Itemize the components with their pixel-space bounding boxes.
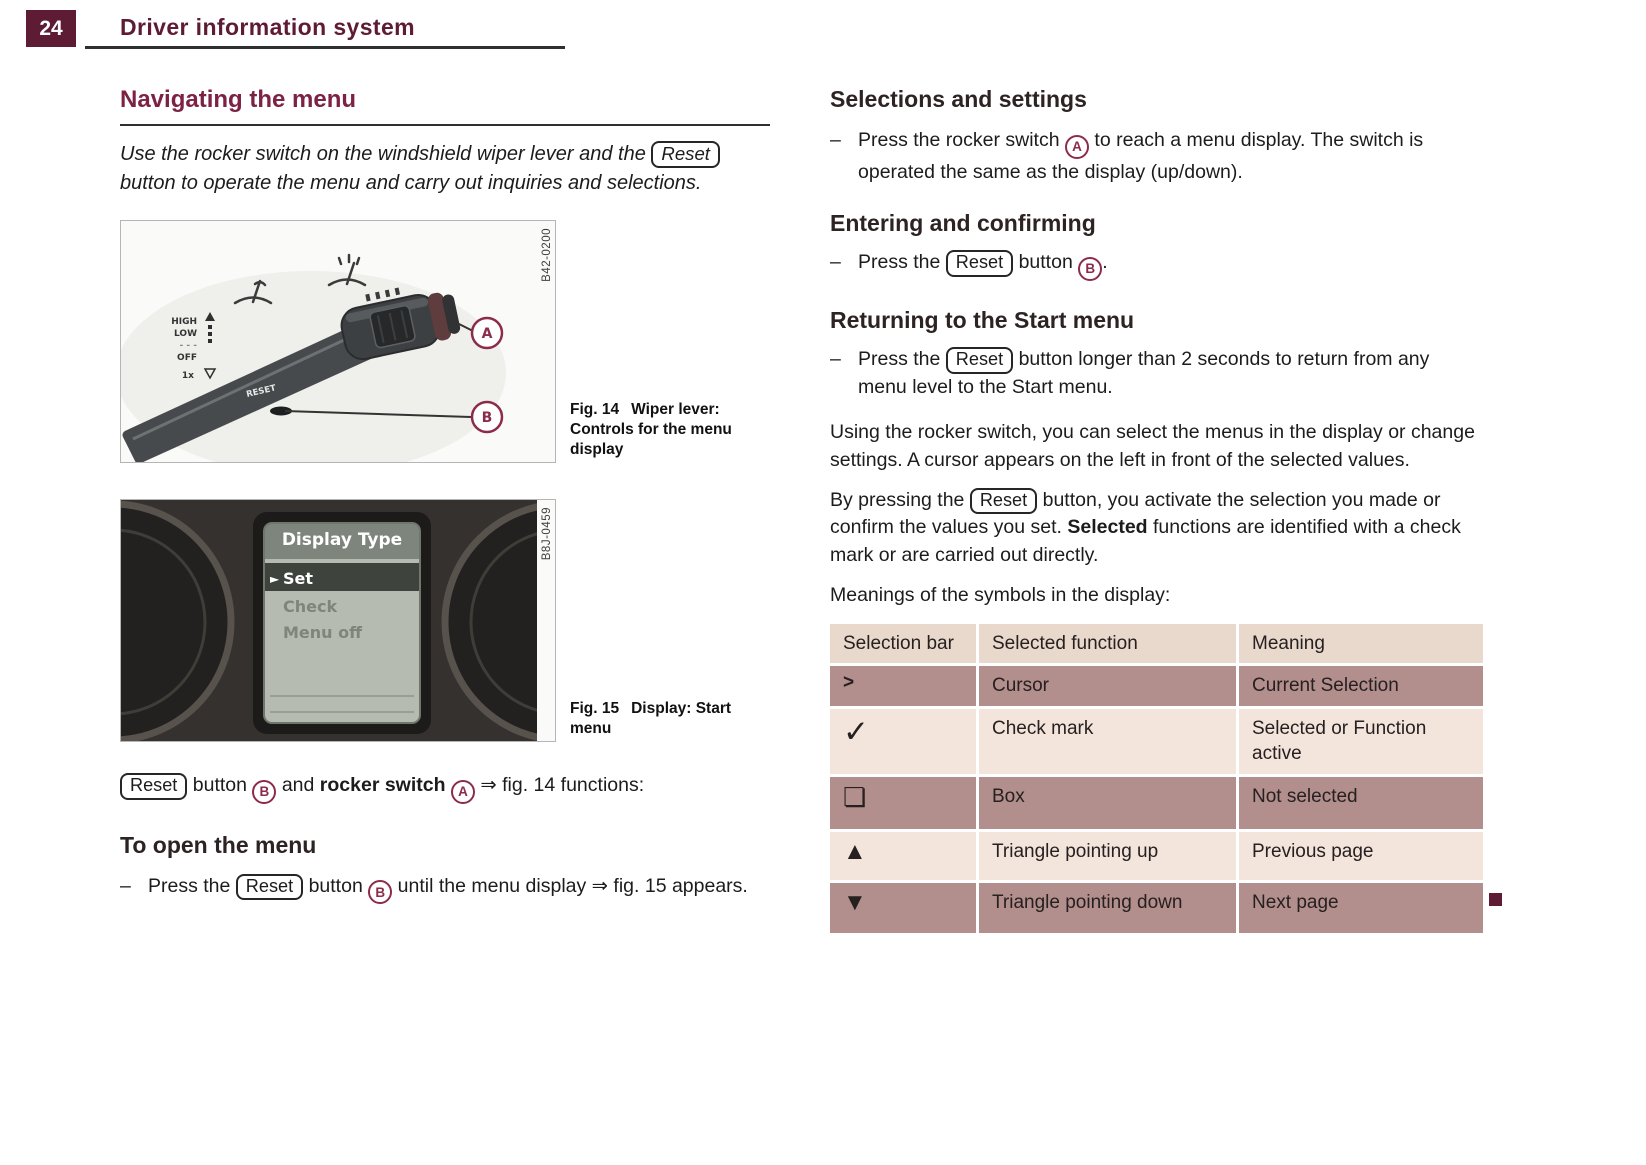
table-header-selected-function: Selected function [979, 624, 1236, 664]
table-cell: Current Selection [1239, 666, 1483, 706]
chapter-title-rule [85, 46, 565, 49]
figure-15-row [120, 499, 770, 742]
bullet-segment: Press the [858, 251, 946, 274]
chapter-title: Driver information system [120, 14, 416, 40]
bullet-segment: button longer than 2 seconds to return from any menu level to the Start menu. [858, 347, 1430, 398]
figure-14-caption [570, 400, 770, 463]
bullet-segment: until the menu display ⇒ fig. 15 appears. [392, 874, 748, 897]
bullet-text [858, 127, 1483, 186]
bullet-segment: Press the rocker switch [858, 129, 1065, 151]
table-cell: Selected or Function active [1239, 709, 1483, 774]
bullet-dash: – [830, 347, 841, 370]
display-title: Display Type [281, 530, 403, 550]
bullet-segment: Press the [148, 874, 236, 897]
figure-14-label: Fig. 14 [570, 400, 620, 418]
figure-15-caption-text: Display: Start menu [570, 699, 732, 737]
open-menu-bullet [120, 873, 770, 905]
reset-button-glyph: Reset [236, 874, 303, 901]
table-cell: Box [979, 777, 1236, 829]
table-cell: Next page [1239, 883, 1483, 933]
box-symbol: ❏ [830, 777, 976, 829]
reset-label-on-lever: RESET [245, 383, 277, 400]
selected-bold: Selected [1067, 516, 1148, 539]
section-heading-returning: Returning to the Start menu [830, 306, 1135, 333]
callout-a-glyph: A [1065, 135, 1089, 159]
table-header-meaning: Meaning [1239, 624, 1483, 664]
entering-bullet [830, 249, 1483, 281]
table-header-selection-bar: Selection bar [830, 624, 976, 664]
callout-b-glyph: B [1078, 257, 1102, 281]
paragraph-segment: functions are identified with a check mark or are carried out directly. [830, 516, 1461, 567]
intro-text: button to operate the menu and carry out inquiries and selections. [120, 172, 702, 194]
table-cell: Not selected [1239, 777, 1483, 829]
section-heading-navigating: Navigating the menu [120, 86, 770, 126]
callout-b-glyph: B [252, 780, 276, 804]
left-column [120, 86, 770, 904]
bullet-segment: Press the [858, 347, 946, 370]
table-cell: Cursor [979, 666, 1236, 706]
menu-item-set: Set [283, 569, 314, 588]
symbols-intro-paragraph: Meanings of the symbols in the display: [830, 583, 1171, 606]
triangle-up-symbol: ▲ [830, 832, 976, 880]
bullet-dash: – [830, 129, 841, 151]
menu-item-check: Check [283, 597, 338, 616]
callout-a-glyph: A [451, 780, 475, 804]
reset-button-glyph: Reset [120, 773, 187, 800]
reset-button-glyph: Reset [946, 250, 1013, 277]
section-heading-open-menu: To open the menu [120, 831, 317, 858]
display-start-menu-illustration [121, 500, 555, 741]
menu-item-menu-off: Menu off [283, 623, 363, 642]
bullet-text [148, 873, 770, 905]
intro-text: Use the rocker switch on the windshield wiper lever and the [120, 143, 652, 165]
display-cursor-icon: ► [270, 572, 280, 586]
display-symbols-table [830, 624, 1483, 934]
callout-b-marker: B [481, 410, 493, 426]
reset-button-glyph: Reset [651, 141, 720, 168]
figure-14-image [120, 220, 556, 463]
figure-14-code: B42-0200 [541, 228, 553, 282]
section-heading-entering: Entering and confirming [830, 210, 1096, 237]
table-cell: Previous page [1239, 832, 1483, 880]
table-cell: Triangle pointing down [979, 883, 1236, 933]
label-1x: 1x [181, 371, 194, 381]
bullet-segment: to reach a menu display. The switch is operated the same as the display (up/down). [858, 129, 1424, 183]
bullet-segment: button [303, 874, 369, 897]
bullet-dash: – [830, 251, 841, 274]
returning-bullet [830, 346, 1483, 401]
label-high: HIGH [171, 317, 197, 327]
right-column [830, 86, 1483, 933]
bullet-segment: button [1013, 251, 1079, 274]
reset-press-paragraph [830, 487, 1483, 570]
bullet-text [858, 249, 1483, 281]
triangle-down-symbol: ▼ [830, 883, 976, 933]
reset-button-glyph: Reset [970, 488, 1037, 515]
selections-bullet [830, 127, 1483, 186]
table-cell: Triangle pointing up [979, 832, 1236, 880]
check-mark-symbol: ✓ [830, 709, 976, 774]
page-number: 24 [26, 10, 76, 47]
figure-15-code: B8J-0459 [541, 507, 553, 561]
bullet-dash: – [120, 874, 131, 897]
section-end-marker [1489, 893, 1502, 906]
figure-15-image [120, 499, 556, 742]
functions-text: and [276, 774, 320, 796]
paragraph-segment: By pressing the [830, 488, 970, 511]
functions-text: ⇒ fig. 14 functions: [474, 774, 645, 796]
cursor-symbol: > [830, 666, 976, 706]
bullet-text [858, 346, 1483, 401]
reset-button-glyph: Reset [946, 347, 1013, 374]
figure-15-caption [570, 699, 770, 742]
functions-text: button [187, 774, 253, 796]
callout-a-marker: A [481, 326, 493, 342]
rocker-switch-paragraph: Using the rocker switch, you can select the menus in the display or change settings. A cursor appears on the left in front of the selected values. [830, 421, 1475, 471]
paragraph-segment: button, you activate the selection you made or confirm the values you set. [830, 488, 1441, 539]
intro-paragraph [120, 140, 770, 198]
rocker-switch-bold: rocker switch [319, 774, 446, 796]
section-heading-selections: Selections and settings [830, 86, 1087, 112]
bullet-segment: . [1102, 251, 1108, 274]
functions-line [120, 772, 770, 804]
callout-b-glyph: B [368, 880, 392, 904]
table-cell: Check mark [979, 709, 1236, 774]
figure-15-label: Fig. 15 [570, 699, 620, 717]
figure-14-caption-text: Wiper lever: Controls for the menu display [570, 400, 732, 458]
figure-14-row [120, 220, 770, 463]
label-dashes: - - - [179, 341, 197, 351]
label-low: LOW [174, 329, 197, 339]
wiper-lever-illustration [121, 221, 555, 462]
label-off: OFF [177, 353, 197, 363]
